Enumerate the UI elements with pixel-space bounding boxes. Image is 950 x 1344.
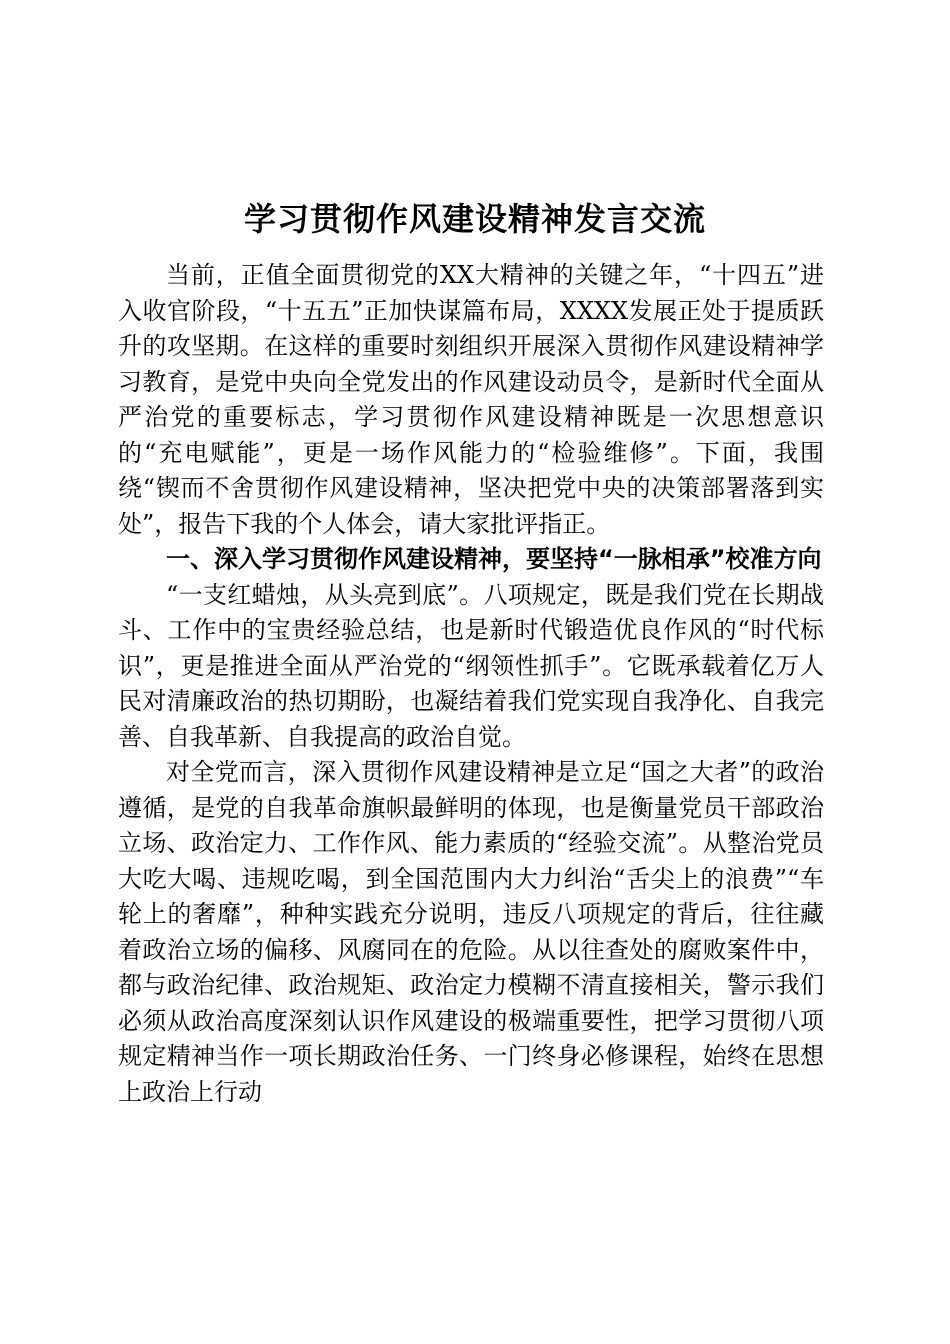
section-1-paragraph-1: “一支红蜡烛，从头亮到底”。八项规定，既是我们党在长期战斗、工作中的宝贵经验总结，也是新时代锻造优良作风的“时代标识”，更是推进全面从严治党的“纲领性抓手”。它既承载着亿万人民对清廉政治的热切期盼，也凝结着我们党实现自我净化、自我完善、自我革新、自我提高的政治自觉。 <box>118 580 824 751</box>
document-body <box>118 258 824 1110</box>
document-title: 学习贯彻作风建设精神发言交流 <box>243 200 706 238</box>
section-heading-1: 一、深入学习贯彻作风建设精神，要坚持“一脉相承”校准方向 <box>166 545 822 573</box>
intro-paragraph: 当前，正值全面贯彻党的XX大精神的关键之年，“十四五”进入收官阶段，“十五五”正加快谋篇布局，XXXX发展正处于提质跃升的攻坚期。在这样的重要时刻组织开展深入贯彻作风建设精神学习教育，是党中央向全党发出的作风建设动员令，是新时代全面从严治党的重要标志，学习贯彻作风建设精神既是一次思想意识的“充电赋能”，更是一场作风能力的“检验维修”。下面，我围绕“锲而不舍贯彻作风建设精神，坚决把党中央的决策部署落到实处”，报告下我的个人体会，请大家批评指正。 <box>118 261 824 538</box>
section-1-paragraph-2: 对全党而言，深入贯彻作风建设精神是立足“国之大者”的政治遵循，是党的自我革命旗帜最鲜明的体现，也是衡量党员干部政治立场、政治定力、工作作风、能力素质的“经验交流”。从整治党员大吃大喝、违规吃喝，到全国范围内大力纠治“舌尖上的浪费”“车轮上的奢靡”，种种实践充分说明，违反八项规定的背后，往往藏着政治立场的偏移、风腐同在的危险。从以往查处的腐败案件中，都与政治纪律、政治规矩、政治定力模糊不清直接相关，警示我们必须从政治高度深刻认识作风建设的极端重要性，把学习贯彻八项规定精神当作一项长期政治任务、一门终身必修课程，始终在思想上政治上行动 <box>118 758 824 1106</box>
